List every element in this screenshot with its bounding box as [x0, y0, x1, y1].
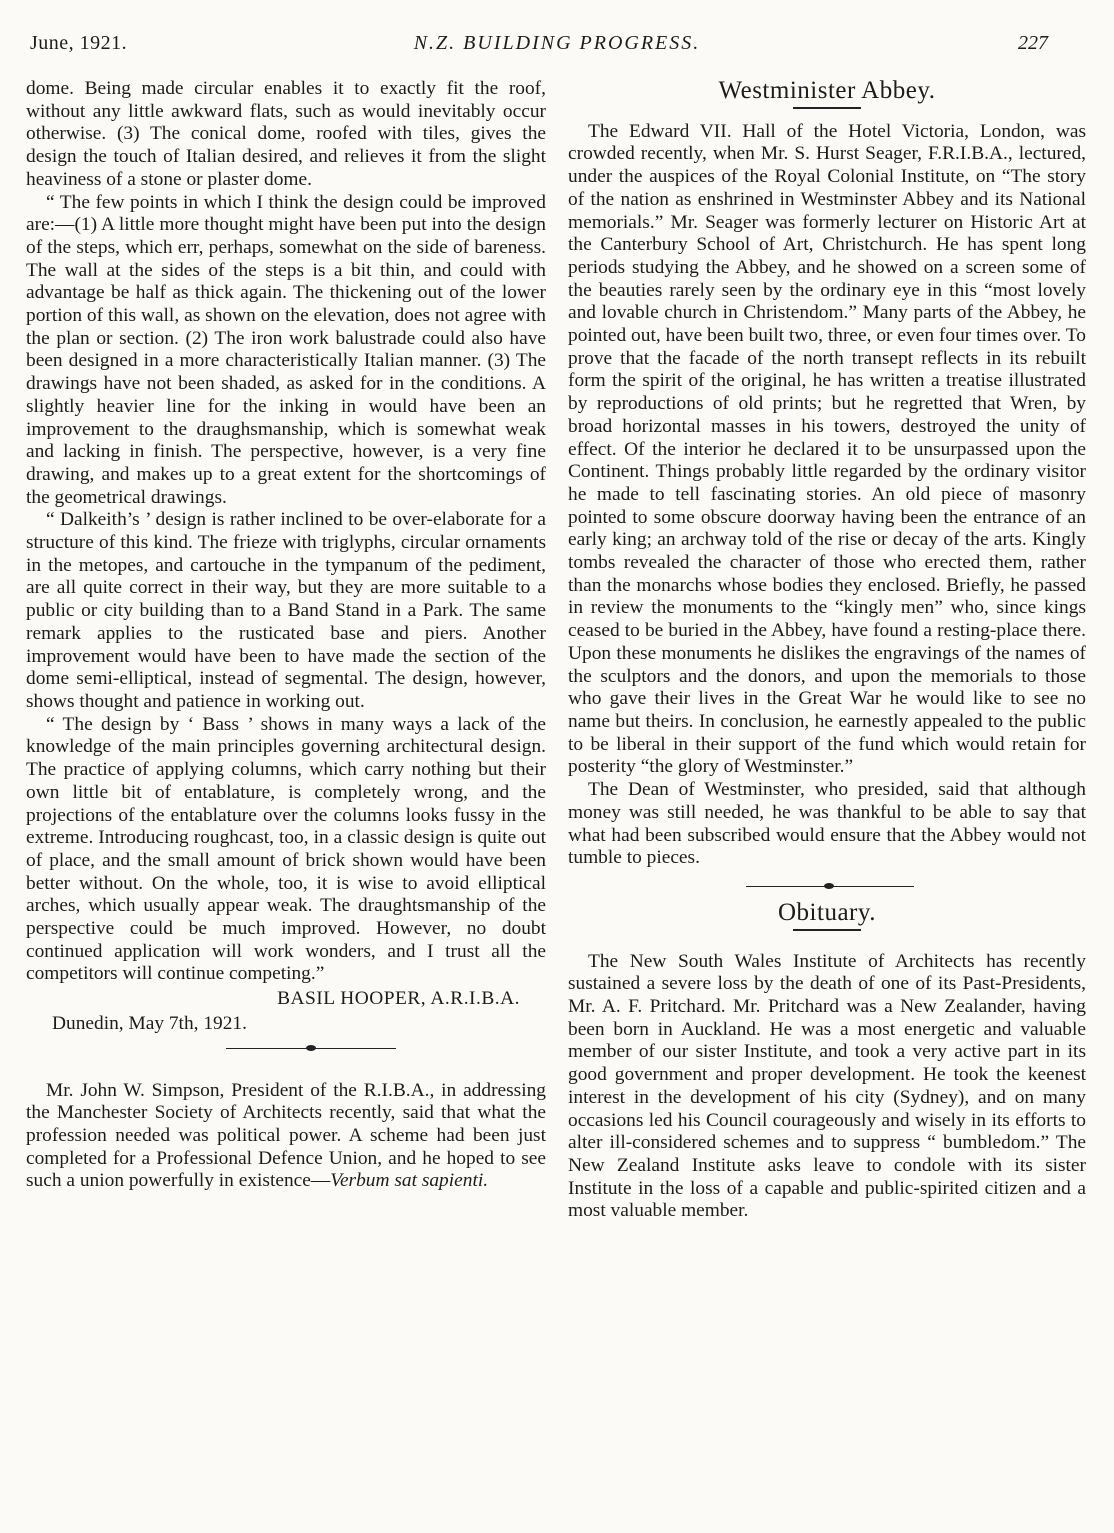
obituary-heading: Obituary.: [778, 898, 876, 926]
issue-date: June, 1921.: [30, 32, 128, 54]
latin-phrase: Verbum sat sapienti.: [330, 1170, 489, 1192]
simpson-text: Mr. John W. Simpson, President of the R.I.B.A., in addressing the Manchester Society of Architects recently, said that what the profession needed was political power. A scheme had been just completed for a Professional Defence Union, and he hoped to see such a union powerfully in existence—: [26, 1079, 546, 1192]
simpson-paragraph: [26, 1080, 546, 1194]
dateline: Dunedin, May 7th, 1921.: [52, 1012, 247, 1034]
journal-title: N.Z. BUILDING PROGRESS.: [413, 32, 701, 54]
page-number: 227: [1018, 32, 1048, 54]
paragraph: “ Dalkeith’s ’ design is rather inclined to be over-elaborate for a structure of this kind. The frieze with triglyphs, circular ornaments in the metopes, and cartouche in the tympanum of the pediment, are all quite correct in their way, but they are more suitable to a public or city building than to a Band Stand in a Park. The same remark applies to the rusticated base and piers. Another improvement would have been to have made the section of the dome semi-elliptical, instead of segmental. The design, however, shows thought and patience in working out.: [26, 509, 546, 712]
paragraph: “ The few points in which I think the design could be improved are:—(1) A little more thought might have been put into the design of the steps, which err, perhaps, somewhat on the side of bareness. The wall at the sides of the steps is a bit thin, and could with advantage be half as thick again. The thickening out of the lower portion of this wall, as shown on the elevation, does not agree with the plan or section. (2) The iron work balustrade could also have been designed in a more characteristically Italian manner. (3) The drawings have not been shaded, as asked for in the conditions. A slightly heavier line for the inking in would have been an improvement to the draughsmanship, which is somewhat weak and lacking in finish. The perspective, however, is a very fine drawing, and makes up to a great extent for the shortcomings of the geometrical drawings.: [26, 191, 546, 508]
heading-rule: [793, 107, 861, 109]
westminster-heading: Westminister Abbey.: [718, 77, 936, 104]
paragraph: dome. Being made circular enables it to exactly fit the roof, without any little awkward flats, such as would inevitably occur otherwise. (3) The conical dome, roofed with tiles, gives the design the touch of Italian desired, and relieves it from the slight heaviness of a stone or plaster dome.: [26, 78, 546, 190]
right-column: [568, 78, 1086, 1223]
obituary-paragraph: The New South Wales Institute of Architects has recently sustained a severe loss by the death of one of its Past-Presidents, Mr. A. F. Pritchard. Mr. Pritchard was a New Zealander, having been born in Auckland. He was a most energetic and valuable member of our sister Institute, and took a very active part in its good government and proper development. He took the keenest interest in the development of his city (Sydney), and on many occasions led his Council courageously and wisely in its efforts to alter ill-considered schemes and to suppress “ bumbledom.” The New Zealand Institute asks leave to condole with its sister Institute in the loss of a capable and public-spirited citizen and a most valuable member.: [568, 950, 1086, 1222]
paragraph: The Edward VII. Hall of the Hotel Victoria, London, was crowded recently, when Mr. S. Hurst Seager, F.R.I.B.A., lectured, under the auspices of the Royal Colonial Institute, on “The story of the nation as enshrined in Westminster Abbey and its National memorials.” Mr. Seager was formerly lecturer on Historic Art at the Canterbury School of Art, Christchurch. He has spent long periods studying the Abbey, and he showed on a screen some of the beauties rarely seen by the ordinary eye in this “most lovely and lovable church in Christendom.” Many parts of the Abbey, he pointed out, have been built two, three, or even four times over. To prove that the facade of the north transept reflects in its rebuilt form the spirit of the original, he has written a treatise illustrated by reproductions of old prints; but he regretted that Wren, by broad horizontal masses in his towers, destroyed the unity of effect. Of the interior he declared it to be unsurpassed upon the Continent. Things probably little regarded by the ordinary visitor he made to tell fascinating stories. An old piece of masonry pointed to some obscure doorway having been the entrance of an early king; an archway told of the rise or decay of the arts. Kingly tombs revealed the character of those who erected them, rather than the monarchs whose bodies they enclosed. Briefly, he passed in review the monuments to the “kingly men” who, since kings ceased to be buried in the Abbey, have found a resting-place there. Upon these monuments he dislikes the engravings of the names of the sculptors and the donors, and upon the memorials to those who gave their lives in the Great War he would like to see no name but theirs. In conclusion, he earnestly appealed to the public to be liberal in their support of the fund which would retain for posterity “the glory of Westminster.”: [568, 120, 1086, 778]
page-header: [0, 32, 1114, 62]
paragraph: “ The design by ‘ Bass ’ shows in many ways a lack of the knowledge of the main principles governing architectural design. The practice of applying columns, which carry nothing but their own little bit of entablature, is completely wrong, and the projections of the entablature over the columns looks fussy in the extreme. Introducing roughcast, too, in a classic design is quite out of place, and the small amount of brick shown would have been better without. On the whole, too, it is wise to avoid elliptical arches, which usually appear weak. The draughtsmanship of the perspective could be much improved. However, no doubt continued application will work wonders, and I trust all the competitors will continue competing.”: [26, 713, 546, 985]
left-column: [26, 78, 546, 1193]
signature: BASIL HOOPER, A.R.I.B.A.: [277, 988, 520, 1010]
section-divider-ornament: [26, 1036, 546, 1062]
section-divider-ornament: [568, 874, 1086, 900]
heading-rule: [793, 929, 861, 931]
paragraph: The Dean of Westminster, who presided, said that although money was still needed, he was thankful to be able to say that what had been subscribed would ensure that the Abbey would not tumble to pieces.: [568, 779, 1086, 869]
